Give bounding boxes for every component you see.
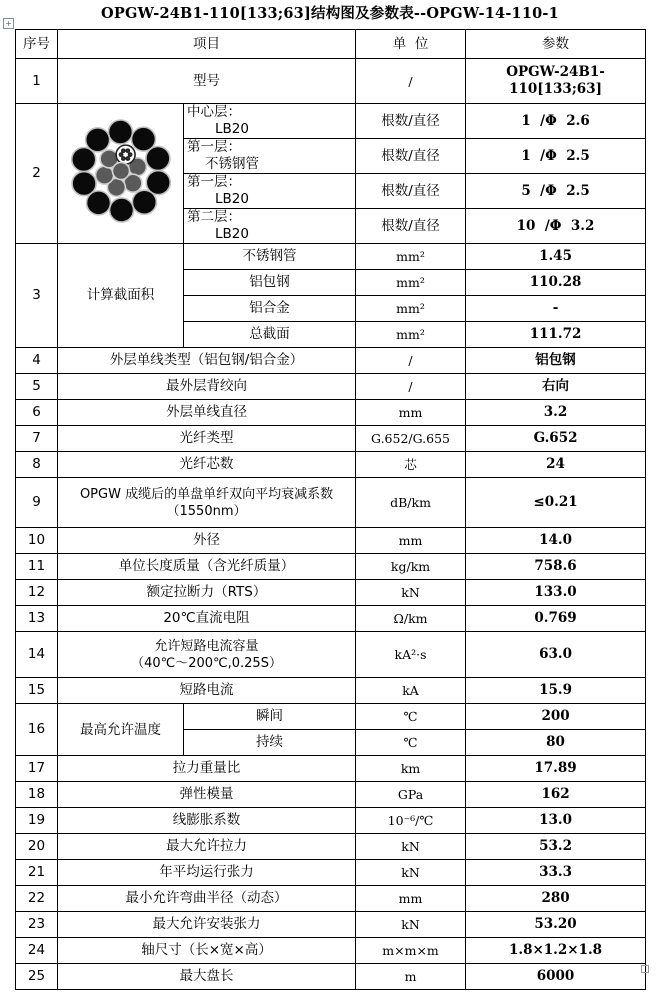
row-unit: dB/km bbox=[356, 478, 466, 528]
row-value: 3.2 bbox=[466, 400, 646, 426]
row-item: 光纤类型 bbox=[58, 426, 356, 452]
row-value: 15.9 bbox=[466, 678, 646, 704]
row-item: 最大允许安装张力 bbox=[58, 912, 356, 938]
parameter-table bbox=[15, 29, 646, 990]
row-item: 外层单线类型（铝包钢/铝合金） bbox=[58, 348, 356, 374]
sub-item: 总截面 bbox=[184, 322, 356, 348]
cable-cross-section-diagram bbox=[59, 113, 183, 229]
row-value: 17.89 bbox=[466, 756, 646, 782]
row-unit: 根数/直径 bbox=[356, 209, 466, 244]
row-item bbox=[58, 632, 356, 678]
row-no: 12 bbox=[16, 580, 58, 606]
row-value: 133.0 bbox=[466, 580, 646, 606]
table-row bbox=[16, 606, 646, 632]
outer-strand bbox=[109, 198, 133, 222]
row-value: 53.2 bbox=[466, 834, 646, 860]
outer-strand bbox=[108, 120, 132, 144]
table-row bbox=[16, 478, 646, 528]
row-unit: GPa bbox=[356, 782, 466, 808]
row-item: 型号 bbox=[58, 59, 356, 104]
row-no: 9 bbox=[16, 478, 58, 528]
row-value: 162 bbox=[466, 782, 646, 808]
row-item bbox=[58, 704, 184, 756]
row-unit: m×m×m bbox=[356, 938, 466, 964]
row-value: 1.45 bbox=[466, 244, 646, 270]
row-item: 弹性模量 bbox=[58, 782, 356, 808]
sub-item: 持续 bbox=[184, 730, 356, 756]
sub-item: 瞬间 bbox=[184, 704, 356, 730]
layer-cell: 第二层：LB20 bbox=[184, 209, 356, 244]
row-no: 5 bbox=[16, 374, 58, 400]
sub-item: 铝合金 bbox=[184, 296, 356, 322]
table-row bbox=[16, 886, 646, 912]
row-value: 1.8×1.2×1.8 bbox=[466, 938, 646, 964]
header-no: 序号 bbox=[16, 30, 58, 59]
row-unit: kN bbox=[356, 912, 466, 938]
table-move-handle-icon[interactable]: + bbox=[3, 18, 14, 29]
optical-fiber bbox=[126, 149, 129, 152]
table-row bbox=[16, 452, 646, 478]
row-item: 最大允许拉力 bbox=[58, 834, 356, 860]
row-value: 1 /Φ 2.5 bbox=[466, 139, 646, 174]
row-unit: ℃ bbox=[356, 730, 466, 756]
row-value: 24 bbox=[466, 452, 646, 478]
table-row bbox=[16, 348, 646, 374]
header-item: 项目 bbox=[58, 30, 356, 59]
sub-item: 不锈钢管 bbox=[184, 244, 356, 270]
row-value: 5 /Φ 2.5 bbox=[466, 174, 646, 209]
row-no: 16 bbox=[16, 704, 58, 756]
row-value: 80 bbox=[466, 730, 646, 756]
row-no: 21 bbox=[16, 860, 58, 886]
optical-fiber bbox=[119, 153, 122, 156]
sub-item: 铝包钢 bbox=[184, 270, 356, 296]
row-unit: mm² bbox=[356, 244, 466, 270]
row-item: 计算截面积 bbox=[58, 244, 184, 348]
center-strand bbox=[112, 163, 129, 180]
row-no: 4 bbox=[16, 348, 58, 374]
outer-strand bbox=[72, 172, 96, 196]
row-item: 最外层背绞向 bbox=[58, 374, 356, 400]
row-unit: kA²·s bbox=[356, 632, 466, 678]
row-no: 2 bbox=[16, 104, 58, 244]
row-unit: 根数/直径 bbox=[356, 104, 466, 139]
row-item: 线膨胀系数 bbox=[58, 808, 356, 834]
row-unit: kN bbox=[356, 860, 466, 886]
table-row bbox=[16, 554, 646, 580]
row-unit: 10⁻⁶/℃ bbox=[356, 808, 466, 834]
row-item: 最大盘长 bbox=[58, 964, 356, 990]
row-item-text: 最高允许温度 bbox=[80, 721, 161, 738]
row-unit: 芯 bbox=[356, 452, 466, 478]
row-unit: ℃ bbox=[356, 704, 466, 730]
row-value: ≤0.21 bbox=[466, 478, 646, 528]
optical-fiber bbox=[128, 153, 131, 156]
row-unit: 根数/直径 bbox=[356, 174, 466, 209]
row-value: 63.0 bbox=[466, 632, 646, 678]
row-unit: / bbox=[356, 374, 466, 400]
table-row bbox=[16, 580, 646, 606]
table-row bbox=[16, 528, 646, 554]
row-no: 18 bbox=[16, 782, 58, 808]
outer-strand bbox=[132, 190, 156, 214]
row-no: 11 bbox=[16, 554, 58, 580]
row-no: 7 bbox=[16, 426, 58, 452]
row-value: 1 /Φ 2.6 bbox=[466, 104, 646, 139]
table-row bbox=[16, 756, 646, 782]
table-row bbox=[16, 808, 646, 834]
header-unit: 单 位 bbox=[356, 30, 466, 59]
header-row bbox=[16, 30, 646, 59]
row-item: 轴尺寸（长×宽×高） bbox=[58, 938, 356, 964]
row-unit: kN bbox=[356, 580, 466, 606]
row-value: 0.769 bbox=[466, 606, 646, 632]
row-no: 17 bbox=[16, 756, 58, 782]
layer-cell: 中心层：LB20 bbox=[184, 104, 356, 139]
table-row bbox=[16, 834, 646, 860]
table-row bbox=[16, 678, 646, 704]
optical-fiber bbox=[121, 149, 124, 152]
layer-cell: 第一层：LB20 bbox=[184, 174, 356, 209]
row-unit: m bbox=[356, 964, 466, 990]
table-row bbox=[16, 964, 646, 990]
row-no: 1 bbox=[16, 59, 58, 104]
outer-strand bbox=[85, 128, 109, 152]
table-row bbox=[16, 704, 646, 730]
table-row bbox=[16, 374, 646, 400]
row-value: OPGW-24B1-110[133;63] bbox=[466, 59, 646, 104]
row-item: 外层单线直径 bbox=[58, 400, 356, 426]
row-no: 8 bbox=[16, 452, 58, 478]
row-unit: mm² bbox=[356, 270, 466, 296]
row-no: 24 bbox=[16, 938, 58, 964]
table-row bbox=[16, 938, 646, 964]
row-no: 23 bbox=[16, 912, 58, 938]
row-value: - bbox=[466, 296, 646, 322]
row-value: 33.3 bbox=[466, 860, 646, 886]
outer-strand bbox=[145, 146, 169, 170]
row-unit: Ω/km bbox=[356, 606, 466, 632]
row-value: 200 bbox=[466, 704, 646, 730]
row-unit: mm bbox=[356, 528, 466, 554]
row-value: 右向 bbox=[466, 374, 646, 400]
row-value: 110.28 bbox=[466, 270, 646, 296]
row-unit: / bbox=[356, 348, 466, 374]
row-unit: 根数/直径 bbox=[356, 139, 466, 174]
row-item: 额定拉断力（RTS） bbox=[58, 580, 356, 606]
optical-fiber bbox=[121, 157, 124, 160]
table-row bbox=[16, 426, 646, 452]
document-title: OPGW-24B1-110[133;63]结构图及参数表--OPGW-14-110-1 bbox=[101, 5, 559, 22]
table-row bbox=[16, 860, 646, 886]
row-no: 22 bbox=[16, 886, 58, 912]
row-item: 光纤芯数 bbox=[58, 452, 356, 478]
row-value: 铝包钢 bbox=[466, 348, 646, 374]
row-item-line1: OPGW 成缆后的单盘单纤双向平均衰减系数 bbox=[79, 486, 334, 502]
row-item-line1: 允许短路电流容量 bbox=[154, 638, 259, 654]
row-unit: / bbox=[356, 59, 466, 104]
row-unit: kg/km bbox=[356, 554, 466, 580]
table-row bbox=[16, 244, 646, 270]
row-value: 53.20 bbox=[466, 912, 646, 938]
row-no: 19 bbox=[16, 808, 58, 834]
row-item bbox=[58, 478, 356, 528]
row-value: 10 /Φ 3.2 bbox=[466, 209, 646, 244]
table-row bbox=[16, 912, 646, 938]
row-item: 最小允许弯曲半径（动态） bbox=[58, 886, 356, 912]
row-unit: mm² bbox=[356, 296, 466, 322]
row-no: 25 bbox=[16, 964, 58, 990]
row-unit: mm bbox=[356, 886, 466, 912]
row-value: 13.0 bbox=[466, 808, 646, 834]
row-item: 外径 bbox=[58, 528, 356, 554]
row-unit: kA bbox=[356, 678, 466, 704]
row-unit: kN bbox=[356, 834, 466, 860]
row-item: 20℃直流电阻 bbox=[58, 606, 356, 632]
row-no: 15 bbox=[16, 678, 58, 704]
row-item: 短路电流 bbox=[58, 678, 356, 704]
row-no: 13 bbox=[16, 606, 58, 632]
table-row bbox=[16, 104, 646, 139]
row-value: 6000 bbox=[466, 964, 646, 990]
row-item: 拉力重量比 bbox=[58, 756, 356, 782]
row-item-line2: （1550nm） bbox=[166, 503, 247, 519]
row-value: 111.72 bbox=[466, 322, 646, 348]
inner-strand bbox=[95, 166, 113, 184]
optical-fiber bbox=[126, 157, 129, 160]
row-item: 年平均运行张力 bbox=[58, 860, 356, 886]
row-no: 14 bbox=[16, 632, 58, 678]
cable-cross-section bbox=[58, 104, 184, 244]
row-value: 14.0 bbox=[466, 528, 646, 554]
table-row bbox=[16, 782, 646, 808]
row-value: 280 bbox=[466, 886, 646, 912]
row-unit: mm² bbox=[356, 322, 466, 348]
row-no: 6 bbox=[16, 400, 58, 426]
table-row bbox=[16, 632, 646, 678]
table-row bbox=[16, 400, 646, 426]
row-value: G.652 bbox=[466, 426, 646, 452]
header-param: 参数 bbox=[466, 30, 646, 59]
paragraph-end-mark bbox=[641, 965, 649, 973]
row-item-line2: （40℃～200℃,0.25S） bbox=[131, 655, 282, 671]
row-no: 3 bbox=[16, 244, 58, 348]
row-unit: mm bbox=[356, 400, 466, 426]
row-value: 758.6 bbox=[466, 554, 646, 580]
layer-cell: 第一层：不锈钢管 bbox=[184, 139, 356, 174]
row-unit: km bbox=[356, 756, 466, 782]
row-item: 单位长度质量（含光纤质量） bbox=[58, 554, 356, 580]
row-no: 10 bbox=[16, 528, 58, 554]
table-row bbox=[16, 59, 646, 104]
row-unit: G.652/G.655 bbox=[356, 426, 466, 452]
row-no: 20 bbox=[16, 834, 58, 860]
